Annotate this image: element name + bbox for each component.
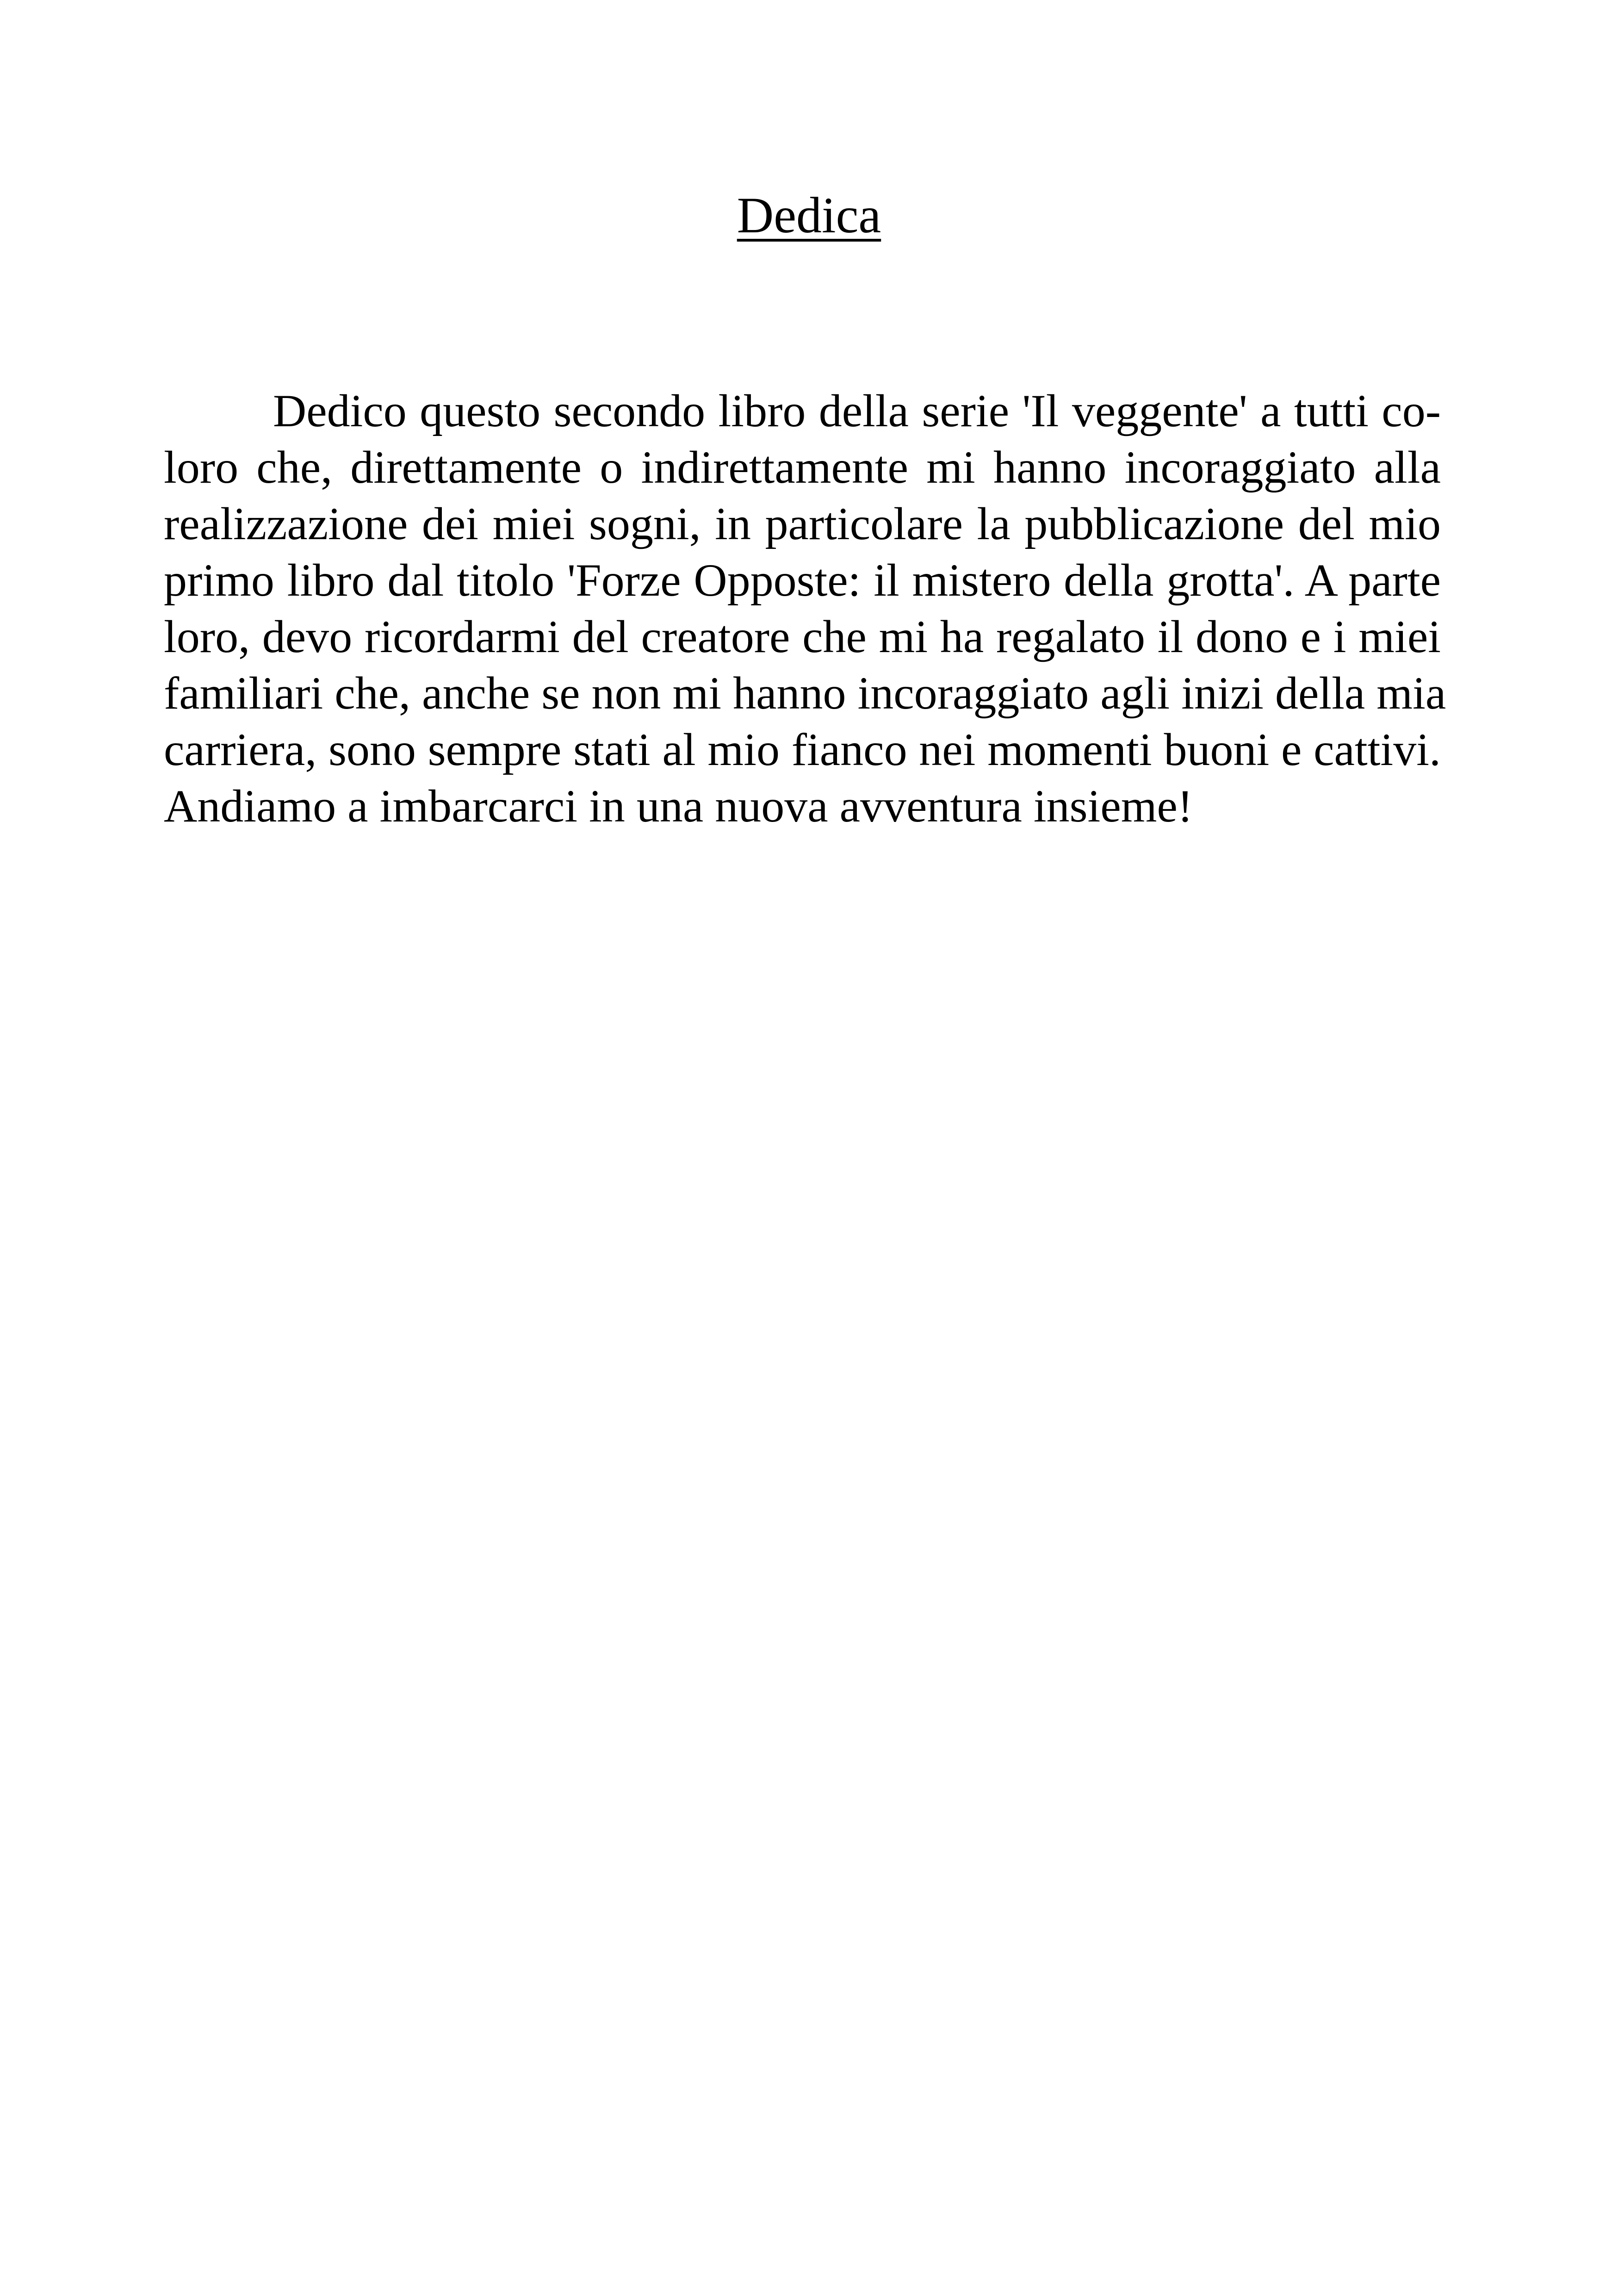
page-title-text: Dedica	[737, 187, 881, 243]
paragraph-line: primo libro dal titolo 'Forze Opposte: il mistero della grotta'. A parte	[164, 554, 1441, 606]
paragraph-line: familiari che, anche se non mi hanno incoraggiato agli inizi della mia	[164, 667, 1446, 719]
paragraph-line: loro che, direttamente o indirettamente mi hanno incoraggiato alla	[164, 442, 1441, 493]
paragraph-line: loro, devo ricordarmi del creatore che mi ha regalato il dono e i miei	[164, 611, 1441, 662]
dedication-paragraph	[164, 383, 1446, 834]
paragraph-line: realizzazione dei miei sogni, in particolare la pubblicazione del mio	[164, 498, 1441, 549]
paragraph-line: carriera, sono sempre stati al mio fianco nei momenti buoni e cattivi.	[164, 724, 1441, 775]
paragraph-last-line: Andiamo a imbarcarci in una nuova avventura insieme!	[164, 780, 1193, 832]
page-title	[0, 185, 1618, 245]
paragraph-line: Dedico questo secondo libro della serie 'Il veggente' a tutti co-	[273, 385, 1441, 436]
